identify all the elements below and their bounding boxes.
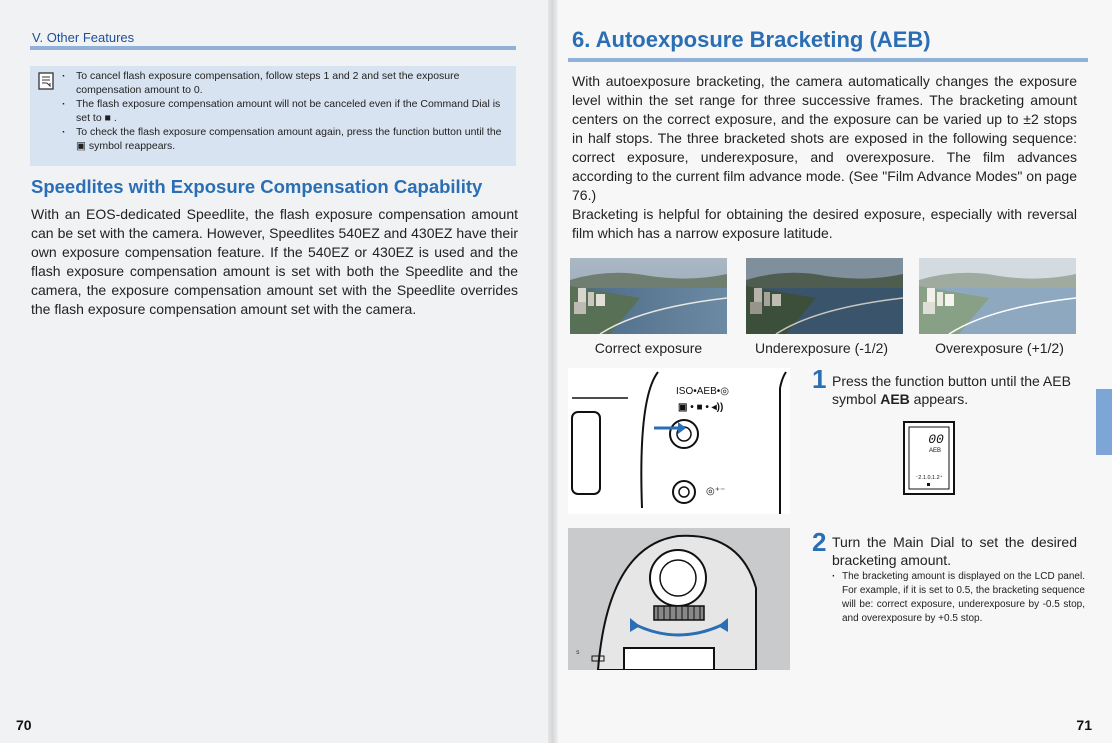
step-number: 2 [812, 527, 827, 557]
step-2-text: Turn the Main Dial to set the desired bracketing amount. [832, 534, 1077, 568]
speedlite-heading: Speedlites with Exposure Compensation Capability [31, 176, 483, 197]
note-item: · To check the flash exposure compensation amount again, press the function button until the ▣ symbol reappears. [76, 126, 508, 153]
title-rule [568, 58, 1088, 62]
photo-underexposure [746, 258, 903, 334]
camera-label: ISO•AEB•◎ [676, 386, 729, 397]
lcd-aeb-label: AEB [928, 448, 942, 454]
svg-text:⁵: ⁵ [576, 648, 580, 658]
photo-caption: Underexposure (-1/2) [754, 340, 889, 356]
svg-text:◎⁺⁻: ◎⁺⁻ [706, 486, 726, 497]
step-1-text-end: appears. [909, 391, 969, 407]
lcd-digits: 00 [928, 432, 944, 447]
section-header: V. Other Features [32, 30, 135, 45]
page-number-right: 71 [1076, 717, 1092, 733]
lcd-panel-illustration [903, 421, 955, 495]
aeb-symbol-label: AEB [880, 391, 910, 407]
page-title: 6. Autoexposure Bracketing (AEB) [572, 27, 931, 52]
page-gutter [548, 0, 558, 743]
step-number: 1 [812, 364, 827, 394]
aeb-intro: With autoexposure bracketing, the camera automatically changes the exposure level within the set range for three successive frames. The bracketing amount centers on the correct exposure, and the exposure can be varied up to ±2 stops in half stops. The three bracketed shots are exposed in the following sequence: correct exposure, underexposure, and overexposure. The film advances according to the current film advance mode. (See "Film Advance Modes" on page 76.) Bracketing is helpful for obtaining the desired exposure, especially with reversal film which has a narrow exposure latitude. [572, 73, 1077, 241]
note-item: · The flash exposure compensation amount will not be canceled even if the Command Dial is set to ■ . [76, 98, 508, 125]
note-item: · To cancel flash exposure compensation, follow steps 1 and 2 and set the exposure compensation amount to 0. [76, 70, 508, 97]
step-1-text-start: Press the function button until the AEB symbol [832, 373, 1071, 407]
photo-caption: Overexposure (+1/2) [935, 340, 1064, 356]
lcd-scale: ⁻2.1.0.1.2⁺ [915, 475, 943, 481]
camera-top-illustration [568, 368, 790, 514]
speedlite-body: With an EOS-dedicated Speedlite, the flash exposure compensation amount can be set with the camera. However, Speedlites 540EZ and 430EZ have their own exposure compensation feature. If the 540EZ or 430EZ is used and the flash exposure compensation amount is set with both the Speedlite and the camera, the exposure compensation amount set with the Speedlite overrides the flash exposure compensation amount set with the camera. [31, 206, 518, 317]
thumb-index-tab [1096, 389, 1112, 455]
step-1-text [832, 372, 1077, 408]
photo-correct-exposure [570, 258, 727, 334]
main-dial-illustration [568, 528, 790, 670]
photo-overexposure [919, 258, 1076, 334]
photo-caption: Correct exposure [594, 340, 703, 356]
page-number-left: 70 [16, 717, 32, 733]
camera-mode-row: ▣ • ■ • ◂)) [678, 402, 724, 413]
step-2-bullet: · The bracketing amount is displayed on the LCD panel. For example, if it is set to 0.5, the bracketing sequence will be: correct exposure, underexposure by -0.5 stop, and overexposure by +0.5 stop. [832, 570, 1085, 626]
